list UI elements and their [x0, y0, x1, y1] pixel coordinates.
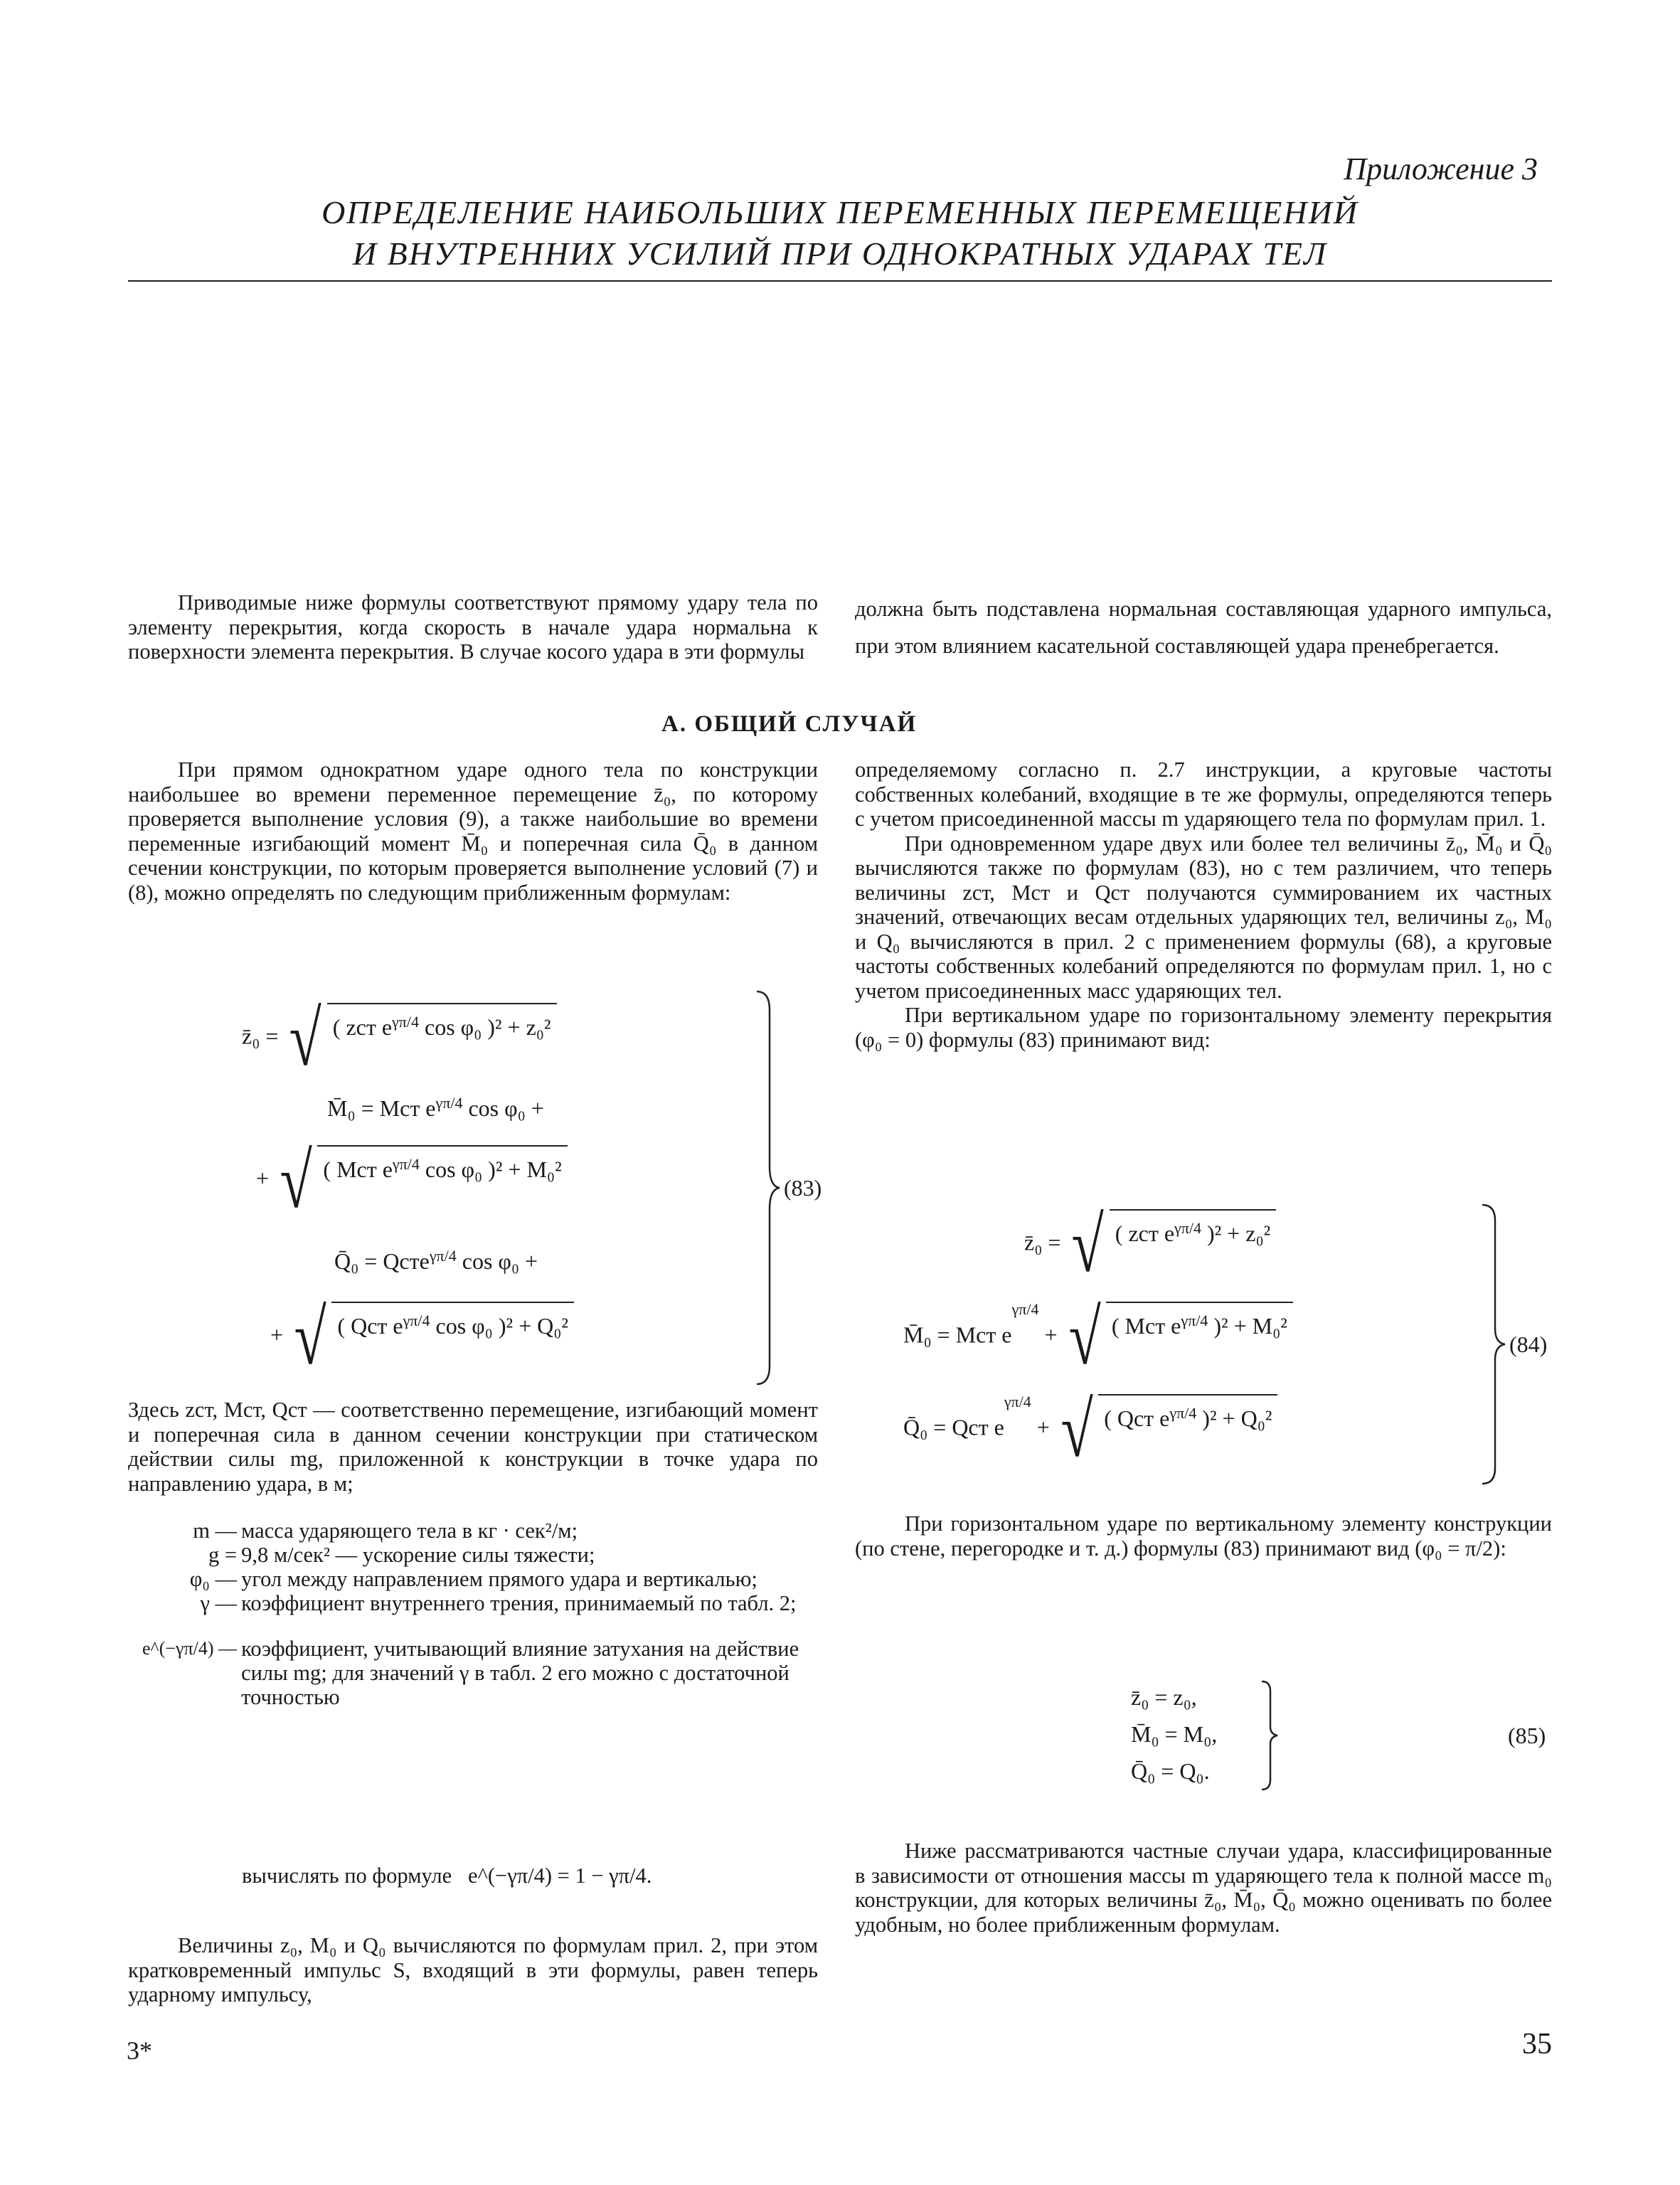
def-row-gamma: [142, 1591, 818, 1615]
def-sym: γ —: [200, 1591, 238, 1615]
equation-83: [235, 989, 822, 1387]
def-sym: g =: [208, 1543, 238, 1567]
eq85-line-z: z̄₀ = z₀,: [1131, 1684, 1197, 1710]
right-para-4-text: При горизонтальном ударе по вертикальному элементу конструкции (по стене, перегородке и т. д.) формулы (83) принимают вид: [855, 1511, 1552, 1561]
left-para-1: При прямом однократном ударе одного тела по конструкции наибольшее во времени переменное перемещение z̄₀, по которому проверяется выполнение условия (9), а также наибольшие во времени переменные изгибающий момент M̄₀ и поперечная сила Q̄₀ в данном сечении конструкции, по которым проверяется выполнение условий (7) и (8), можно определять по следующим приближенным формулам:: [128, 757, 818, 905]
title-rule: [128, 280, 1552, 282]
eq83-q-term: Qст e: [351, 1313, 403, 1339]
eq85-brace: [1259, 1679, 1280, 1792]
eq84-m-sq: + M₀²: [1233, 1313, 1287, 1339]
eq85-line-q: Q̄₀ = Q₀.: [1131, 1758, 1210, 1784]
eq83-number: (83): [784, 1175, 822, 1201]
eq84-q-exp: γπ/4: [1004, 1393, 1031, 1410]
eq84-q-term: Qст e: [1117, 1405, 1170, 1431]
eq84-q-lhs: Q̄₀ = Qст e: [903, 1414, 1004, 1440]
definitions-list: [142, 1519, 818, 1709]
eq83-q-cos: cos φ₀ +: [462, 1248, 538, 1274]
eq84-m-exp2: γπ/4: [1181, 1312, 1208, 1329]
eq84-q-plus: +: [1036, 1414, 1050, 1440]
title-line-1: ОПРЕДЕЛЕНИЕ НАИБОЛЬШИХ ПЕРЕМЕННЫХ ПЕРЕМЕЩЕНИЙ: [321, 194, 1359, 230]
title-line-2: И ВНУТРЕННИХ УСИЛИЙ ПРИ ОДНОКРАТНЫХ УДАРАХ ТЕЛ: [352, 235, 1328, 272]
eq83-m-exp2: γπ/4: [392, 1155, 420, 1173]
def-sym: e^(−γπ/4) —: [142, 1638, 238, 1659]
eq83-q-sq: + Q₀²: [519, 1313, 568, 1339]
right-para-4-cond: (φ₀ = π/2):: [1415, 1536, 1506, 1561]
eq83-q-line2: + √ ( Qст $e^{\gamma\pi/4}$ cos φ₀ )² + Q₀²: [270, 1302, 574, 1373]
signature-mark: 3*: [127, 2036, 152, 2065]
eq83-z-term: zст e: [346, 1014, 393, 1040]
equation-85: [1131, 1679, 1552, 1799]
eq84-m-line: M̄₀ = Mст $e^{\gamma\pi/4}$ + √ ( Mст $e^{\gamma\pi/4}$ )² + M₀²: [903, 1302, 1293, 1373]
eq83-m-lhs: M̄₀ = Mст e: [327, 1095, 436, 1121]
eq85-lines: [1131, 1679, 1217, 1790]
left-last-text: Величины z₀, M₀ и Q₀ вычисляются по формулам прил. 2, при этом кратковременный импульс S, входящий в эти формулы, равен теперь ударному импульсу,: [128, 1933, 818, 2006]
def-text: угол между направлением прямого удара и вертикалью;: [241, 1567, 757, 1591]
eq83-z-cos: cos φ₀: [424, 1014, 482, 1040]
def-sym: φ₀ —: [189, 1567, 238, 1591]
left-column: [128, 757, 818, 905]
eq83-q-lhs: Q̄₀ = Qстe: [334, 1248, 430, 1274]
eq83-m-line2: + √ ( Mст $e^{\gamma\pi/4}$ cos φ₀ )² + M₀²: [256, 1145, 568, 1216]
eq83-m-cos2: cos φ₀: [425, 1157, 483, 1182]
eq84-z-sq: + z₀²: [1227, 1221, 1271, 1246]
eq83-z-exp: γπ/4: [392, 1013, 419, 1031]
intro-right: [855, 590, 1552, 664]
right-para-5: Ниже рассматриваются частные случаи удара, классифицированные в зависимости от отношения массы m ударяющего тела к полной массе m₀ конструкции, для которых величины z̄₀, M̄₀, Q̄₀ можно оценивать по более удобным, но более приближенным формулам.: [855, 1839, 1552, 1937]
def-row-e: [142, 1615, 818, 1709]
eq84-z-line: z̄₀ = √ ( zст $e^{\gamma\pi/4}$ )² + z₀²: [1024, 1209, 1276, 1280]
eq83-z-lhs: z̄₀ =: [242, 1023, 279, 1049]
eq84-number: (84): [1509, 1331, 1548, 1357]
def-row-g: [142, 1543, 818, 1567]
eq84-m-lhs: M̄₀ = Mст e: [903, 1322, 1012, 1348]
right-para-1: определяемому согласно п. 2.7 инструкции, а круговые частоты собственных колебаний, входящие в те же формулы, определяются теперь с учетом присоединенной массы m ударяющего тела по формулам прил. 1.: [855, 757, 1552, 831]
def-text: коэффициент, учитывающий влияние затухания на действие силы mg; для значений γ в табл. 2 его можно с достаточной точностью: [241, 1637, 799, 1709]
section-heading-a: А. ОБЩИЙ СЛУЧАЙ: [661, 711, 918, 737]
def-row-m: [142, 1519, 818, 1543]
eq83-q-exp2: γπ/4: [403, 1312, 430, 1329]
eq84-m-exp: γπ/4: [1011, 1300, 1039, 1318]
eq83-m-sq: + M₀²: [508, 1157, 562, 1182]
page-number: 35: [1522, 2028, 1552, 2061]
right-para-5-block: [855, 1839, 1552, 1937]
eq83-q-cos2: cos φ₀: [435, 1313, 493, 1339]
eq84-m-term: Mст e: [1125, 1313, 1181, 1339]
eq84-z-exp: γπ/4: [1174, 1219, 1201, 1237]
eq83-brace: [754, 989, 782, 1387]
eq83-m-line1: [327, 1095, 544, 1122]
intro-right-text: должна быть подставлена нормальная составляющая ударного импульса, при этом влиянием касательной составляющей удара пренебрегается.: [855, 597, 1552, 658]
eq83-m-cos: cos φ₀ +: [468, 1095, 544, 1121]
eq83-z-line: z̄₀ = √ ( zст $e^{\gamma\pi/4}$ cos φ₀ )² + z₀²: [242, 1003, 557, 1074]
eq84-brace: [1479, 1202, 1508, 1487]
eq83-q-exp: γπ/4: [429, 1247, 457, 1265]
eq84-z-lhs: z̄₀ =: [1024, 1229, 1061, 1255]
left-last: [128, 1933, 818, 2007]
eq84-q-line: Q̄₀ = Qст $e^{\gamma\pi/4}$ + √ ( Qст $e^{\gamma\pi/4}$ )² + Q₀²: [903, 1394, 1277, 1465]
right-para-2: При одновременном ударе двух или более тел величины z̄₀, M̄₀ и Q̄₀ вычисляются также по формулам (83), но с тем различием, что теперь величины zст, Mст и Qст получаются суммированием их частных значений, отвечающих весам отдельных ударяющих тел, величины z₀, M₀ и Q₀ вычисляются в прил. 2 с применением формулы (68), а круговые частоты собственных колебаний определяются по формулам прил. 1, но с учетом присоединенных масс ударяющих тел.: [855, 831, 1552, 1003]
right-para-4-block: [855, 1511, 1552, 1561]
def-text: коэффициент внутреннего трения, принимаемый по табл. 2;: [241, 1591, 797, 1615]
def-text: 9,8 м/сек² — ускорение силы тяжести;: [241, 1543, 595, 1567]
def-sym: m —: [193, 1519, 238, 1543]
eq84-z-term: zст e: [1128, 1221, 1175, 1246]
appendix-label: Приложение 3: [1344, 151, 1538, 186]
calc-formula: e^(−γπ/4) = 1 − γπ/4.: [468, 1864, 652, 1888]
right-para-3: При вертикальном ударе по горизонтальному элементу перекрытия (φ₀ = 0) формулы (83) принимают вид:: [855, 1003, 1552, 1052]
eq84-m-plus: +: [1044, 1322, 1058, 1348]
calc-label: вычислять по формуле: [242, 1864, 452, 1888]
def-row-phi: [142, 1567, 818, 1591]
left-here-text: Здесь zст, Mст, Qст — соответственно перемещение, изгибающий момент и поперечная сила в данном сечении конструкции при статическом действии силы mg, приложенной к конструкции в точке удара по направлению удара, в м;: [128, 1398, 818, 1496]
left-here: [128, 1398, 818, 1496]
right-para-4: [855, 1511, 1552, 1561]
eq85-number: (85): [1508, 1723, 1546, 1748]
def-text: масса ударяющего тела в кг · сек²/м;: [241, 1519, 578, 1543]
eq84-q-sq: + Q₀²: [1222, 1405, 1272, 1431]
eq83-m-term: Mст e: [336, 1157, 393, 1182]
eq85-line-m: M̄₀ = M₀,: [1131, 1721, 1218, 1747]
eq83-z-sq: + z₀²: [507, 1014, 551, 1040]
calc-formula-line: [242, 1864, 652, 1888]
intro-left: [128, 590, 818, 664]
eq83-m-exp: γπ/4: [435, 1094, 463, 1112]
eq84-q-exp2: γπ/4: [1169, 1404, 1197, 1422]
right-column: [855, 757, 1552, 1052]
intro-left-text: Приводимые ниже формулы соответствуют прямому удару тела по элементу перекрытия, когда скорость в начале удара нормальна к поверхности элемента перекрытия. В случае косого удара в эти формулы: [128, 590, 818, 664]
eq83-q-line1: [334, 1248, 538, 1275]
equation-84: [903, 1202, 1552, 1487]
